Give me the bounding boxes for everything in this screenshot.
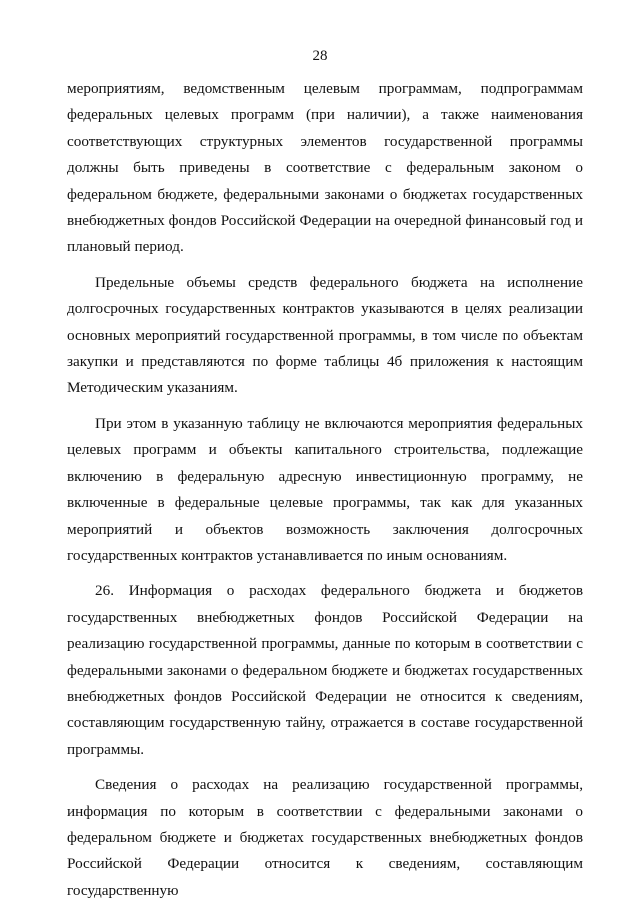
paragraph-4-section-26: 26. Информация о расходах федерального бюджета и бюджетов государственных внебюджетных фондов Российской Федерации на реализацию государственной программы, данные по которым в соответствии с федеральными законами о федеральном бюджете и бюджетах государственных внебюджетных фондов Российской Федерации не относится к сведениям, составляющим государственную тайну, отражается в составе государственной программы.: [67, 582, 583, 758]
paragraph-gap: [67, 261, 583, 270]
paragraph-gap: [67, 402, 583, 411]
paragraph-3: При этом в указанную таблицу не включаются мероприятия федеральных целевых программ и объекты капитального строительства, подлежащие включению в федеральную адресную инвестиционную программу, не включенные в федеральные целевые программы, так как для указанных мероприятий и объектов возможность заключения долгосрочных государственных контрактов устанавливается по иным основаниям.: [67, 414, 583, 564]
page-number: 28: [312, 48, 328, 64]
paragraph-1: мероприятиям, ведомственным целевым программам, подпрограммам федеральных целевых программ (при наличии), а также наименования соответствующих структурных элементов государственной программы должны быть приведены в соответствие с федеральным законом о федеральном бюджете, федеральными законами о бюджетах государственных внебюджетных фондов Российской Федерации на очередной финансовый год и плановый период.: [67, 80, 583, 256]
paragraph-2: Предельные объемы средств федерального бюджета на исполнение долгосрочных государственных контрактов указываются в целях реализации основных мероприятий государственной программы, в том числе по объектам закупки и представляются по форме таблицы 4б приложения к настоящим Методическим указаниям.: [67, 273, 583, 397]
paragraph-gap: [67, 569, 583, 578]
document-body: [67, 76, 583, 904]
paragraph-gap: [67, 763, 583, 772]
paragraph-5: Сведения о расходах на реализацию государственной программы, информация по которым в соответствии с федеральными законами о федеральном бюджете и бюджетах государственных внебюджетных фондов Российской Федерации относится к сведениям, составляющим государственную: [67, 776, 583, 899]
